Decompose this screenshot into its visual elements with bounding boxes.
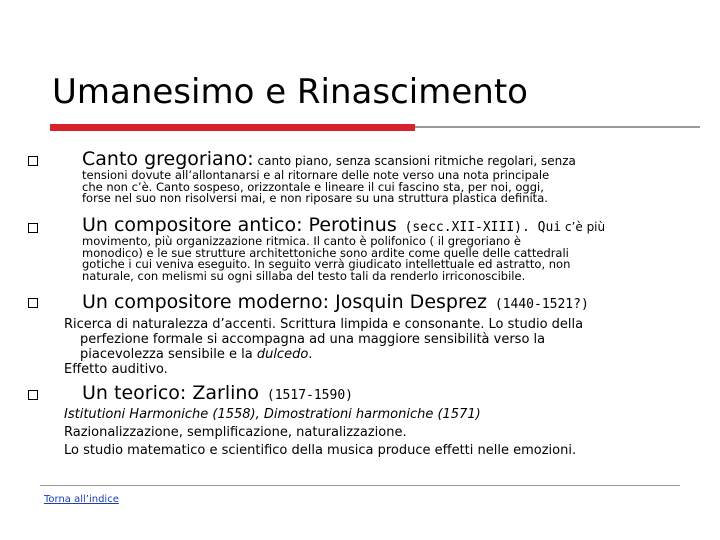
heading-inline-text: c’è più (561, 220, 606, 234)
heading-inline-text: canto piano, senza scansioni ritmiche regolari, senza (253, 154, 576, 168)
section-heading (82, 382, 353, 404)
heading-text: Un teorico: Zarlino (82, 382, 260, 404)
paragraph-line: Effetto auditivo. (64, 362, 168, 377)
section-paragraph (82, 236, 570, 282)
dulcedo-text: dulcedo (256, 347, 309, 362)
bullet-icon (28, 223, 38, 233)
heading-text: Un compositore moderno: Josquin Desprez (82, 291, 488, 313)
paragraph-line: naturale, con melismi su ogni sillaba del testo tali da renderlo irriconoscibile. (82, 268, 526, 283)
paragraph-line: Istitutioni Harmoniche (1558), Dimostrationi harmoniche (1571) (64, 407, 481, 422)
heading-date: (1517-1590) (259, 388, 353, 403)
paragraph-line: Razionalizzazione, semplificazione, naturalizzazione. (64, 425, 407, 440)
period-text: . (308, 347, 313, 362)
slide-title: Umanesimo e Rinascimento (52, 72, 528, 112)
section-heading (82, 291, 589, 313)
heading-text: Canto gregoriano: (82, 148, 254, 170)
paragraph-line: monodico) e le sue strutture architettoniche sono ardite come quelle delle cattedrali (82, 245, 569, 260)
section-paragraph (82, 170, 549, 205)
section-paragraph (64, 317, 583, 377)
section-heading (82, 148, 576, 170)
paragraph-line: tensioni dovute all’allontanarsi e al ritornare delle note verso una nota principale (82, 168, 550, 182)
paragraph-line (64, 347, 583, 362)
section-paragraph (64, 406, 576, 460)
paragraph-line: forse nel suo non risolversi mai, e non riposare su una struttura plastica definita. (82, 191, 548, 205)
paragraph-line: movimento, più organizzazione ritmica. Il canto è polifonico ( il gregoriano è (82, 234, 521, 248)
bullet-icon (28, 298, 38, 308)
heading-date: (1440-1521?) (487, 297, 589, 312)
section-heading (82, 214, 605, 236)
paragraph-line: che non c’è. Canto sospeso, orizzontale e lineare il cui fascino sta, per noi, oggi, (82, 179, 544, 194)
paragraph-text: piacevolezza sensibile e la (80, 347, 257, 362)
back-to-index-link[interactable]: Torna all’indice (44, 494, 119, 505)
paragraph-line: Lo studio matematico e scientifico della musica produce effetti nelle emozioni. (64, 443, 577, 458)
heading-date: (secc.XII-XIII). Qui (396, 220, 562, 235)
title-accent-bar (50, 124, 415, 131)
bullet-icon (28, 390, 38, 400)
paragraph-line: gotiche i cui veniva eseguito. In seguito verrà giudicato intellettuale ed astratto, non (82, 257, 571, 271)
footer-divider (40, 485, 680, 486)
paragraph-line: perfezione formale si accompagna ad una maggiore sensibilità verso la (80, 332, 546, 347)
bullet-icon (28, 156, 38, 166)
paragraph-line: Ricerca di naturalezza d’accenti. Scrittura limpida e consonante. Lo studio della (64, 317, 584, 332)
heading-text: Un compositore antico: Perotinus (82, 214, 397, 236)
